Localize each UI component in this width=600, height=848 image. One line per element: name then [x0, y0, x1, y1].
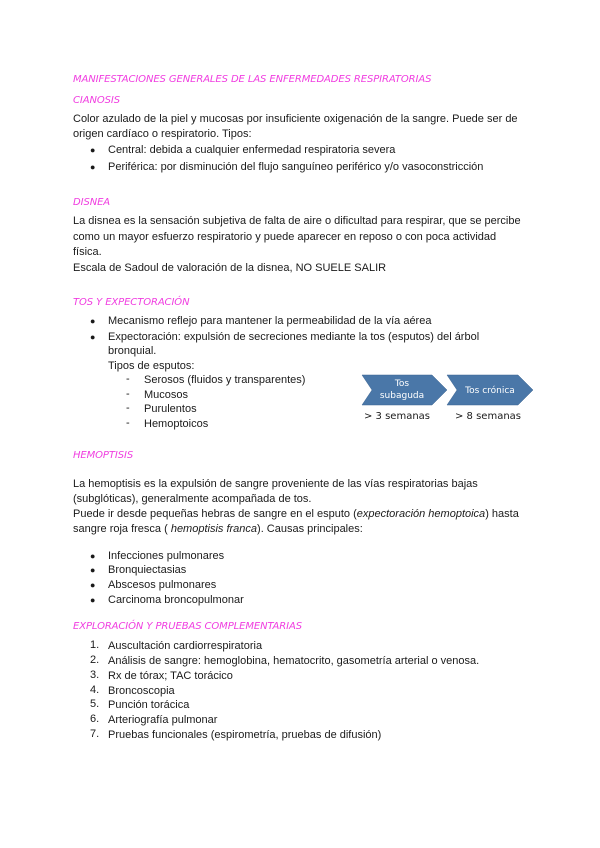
cianosis-text-line2: origen cardíaco o respiratorio. Tipos: — [73, 128, 252, 140]
hemoptisis-heading: HEMOPTISIS — [73, 450, 134, 461]
bullet-dot: ● — [90, 565, 96, 575]
main-title: MANIFESTACIONES GENERALES DE LAS ENFERMEDADES RESPIRATORIAS — [73, 74, 432, 85]
esputo-hemoptoicos: Hemoptoicos — [144, 418, 209, 430]
prueba-5: Punción torácica — [108, 699, 190, 711]
list-dash: - — [126, 388, 130, 400]
hemoptisis-p1-line1: La hemoptisis es la expulsión de sangre proveniente de las vías respiratorias bajas — [73, 478, 478, 490]
tos-bullet-mecanismo: Mecanismo reflejo para mantener la permeabilidad de la vía aérea — [108, 315, 432, 327]
prueba-6: Arteriografía pulmonar — [108, 714, 218, 726]
list-number: 6. — [90, 713, 100, 725]
term-hemoptisis-franca: hemoptisis franca — [167, 523, 258, 535]
cianosis-bullet-central: Central: debida a cualquier enfermedad respiratoria severa — [108, 144, 396, 156]
esputo-purulentos: Purulentos — [144, 403, 197, 415]
cianosis-heading: CIANOSIS — [73, 95, 120, 106]
prueba-2: Análisis de sangre: hemoglobina, hematocrito, gasometría arterial o venosa. — [108, 655, 480, 667]
disnea-heading: DISNEA — [73, 197, 111, 208]
tos-bullet-expectoracion-line2: bronquial. — [108, 345, 157, 357]
chevron1-label-line2: subaguda — [379, 391, 425, 401]
bullet-dot: ● — [90, 580, 96, 590]
tipos-esputos-label: Tipos de esputos: — [108, 360, 195, 372]
exploracion-heading: EXPLORACIÓN Y PRUEBAS COMPLEMENTARIAS — [73, 621, 302, 632]
bullet-dot: ● — [90, 316, 96, 326]
bullet-dot: ● — [90, 162, 96, 172]
causa-infecciones: Infecciones pulmonares — [108, 550, 225, 562]
list-number: 4. — [90, 684, 100, 696]
list-dash: - — [126, 402, 130, 414]
prueba-1: Auscultación cardiorrespiratoria — [108, 640, 263, 652]
list-number: 2. — [90, 654, 100, 666]
label-8-semanas: > 8 semanas — [455, 411, 522, 422]
causa-bronquiectasias: Bronquiectasias — [108, 564, 187, 576]
tos-bullet-expectoracion-line1: Expectoración: expulsión de secreciones mediante la tos (esputos) del árbol — [108, 331, 480, 343]
chevron1-label-line1: Tos — [394, 379, 410, 389]
list-number: 3. — [90, 669, 100, 681]
disnea-text-line3: física. — [73, 246, 102, 258]
label-3-semanas: > 3 semanas — [364, 411, 431, 422]
list-number: 5. — [90, 698, 100, 710]
hemoptisis-p2-line1: Puede ir desde pequeñas hebras de sangre en el esputo (expectoración hemoptoica) hasta — [73, 508, 519, 520]
hemoptisis-p2-line2: sangre roja fresca ( hemoptisis franca). Causas principales: — [73, 523, 363, 535]
prueba-7: Pruebas funcionales (espirometría, pruebas de difusión) — [108, 729, 382, 741]
hemoptisis-p1-line2: (subglóticas), generalmente acompañada de tos. — [73, 493, 312, 505]
prueba-4: Broncoscopia — [108, 685, 175, 697]
cianosis-text-line1: Color azulado de la piel y mucosas por insuficiente oxigenación de la sangre. Puede ser de — [73, 113, 518, 125]
cianosis-bullet-periferica: Periférica: por disminución del flujo sanguíneo periférico y/o vasoconstricción — [108, 161, 484, 173]
list-number: 7. — [90, 728, 100, 740]
list-dash: - — [126, 373, 130, 385]
esputo-serosos: Serosos (fluidos y transparentes) — [144, 374, 306, 386]
list-dash: - — [126, 417, 130, 429]
chevron2-label: Tos crónica — [465, 386, 515, 396]
bullet-dot: ● — [90, 145, 96, 155]
bullet-dot: ● — [90, 551, 96, 561]
disnea-text-line4: Escala de Sadoul de valoración de la disnea, NO SUELE SALIR — [73, 262, 387, 274]
disnea-text-line2: como un mayor esfuerzo respiratorio y puede aparecer en reposo o con poca actividad — [73, 231, 497, 243]
causa-abscesos: Abscesos pulmonares — [108, 579, 217, 591]
disnea-text-line1: La disnea es la sensación subjetiva de falta de aire o dificultad para respirar, que se percibe — [73, 215, 521, 227]
bullet-dot: ● — [90, 332, 96, 342]
term-expectoracion-hemoptoica: expectoración hemoptoica — [356, 508, 486, 520]
prueba-3: Rx de tórax; TAC torácico — [108, 670, 233, 682]
esputo-mucosos: Mucosos — [144, 389, 189, 401]
tos-heading: TOS Y EXPECTORACIÓN — [73, 297, 190, 308]
bullet-dot: ● — [90, 595, 96, 605]
list-number: 1. — [90, 639, 100, 651]
causa-carcinoma: Carcinoma broncopulmonar — [108, 594, 244, 606]
